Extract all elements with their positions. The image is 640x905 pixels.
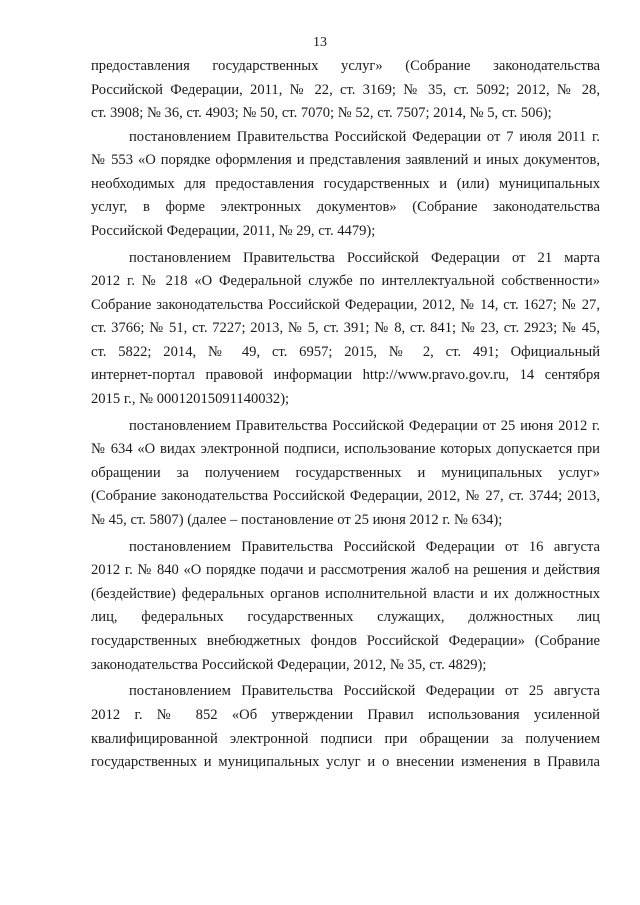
text-line: № 553 «О порядке оформления и представления заявлений и иных документов, <box>91 152 600 169</box>
text-line: 2015 г., № 00012015091140032); <box>91 390 290 407</box>
text-line: ст. 5822; 2014, № 49, ст. 6957; 2015, № 2, ст. 491; Официальный <box>91 343 600 360</box>
text-line: 2012 г. № 218 «О Федеральной службе по интеллектуальной собственности» <box>91 273 600 290</box>
text-line: лиц, федеральных государственных служащих, должностных лиц <box>91 609 600 626</box>
text-line: № 45, ст. 5807) (далее – постановление от 25 июня 2012 г. № 634); <box>91 511 503 528</box>
text-line: постановлением Правительства Российской Федерации от 25 августа <box>129 683 600 700</box>
text-line: предоставления государственных услуг» (Собрание законодательства <box>91 58 600 74</box>
text-line: постановлением Правительства Российской Федерации от 21 марта <box>129 249 600 266</box>
paragraph <box>91 536 600 677</box>
text-line: Российской Федерации, 2011, № 22, ст. 3169; № 35, ст. 5092; 2012, № 28, <box>91 81 600 98</box>
page-number: 13 <box>313 35 327 50</box>
text-line: постановлением Правительства Российской Федерации от 16 августа <box>129 538 600 555</box>
text-line: интернет-портал правовой информации http://www.pravo.gov.ru, 14 сентября <box>91 367 600 384</box>
text-line: Российской Федерации, 2011, № 29, ст. 4479); <box>91 222 376 239</box>
text-line: законодательства Российской Федерации, 2012, № 35, ст. 4829); <box>91 656 487 673</box>
text-line: квалифицированной электронной подписи при обращении за получением <box>91 730 600 747</box>
text-line: № 634 «О видах электронной подписи, использование которых допускается при <box>91 441 600 458</box>
text-line: 2012 г. № 840 «О порядке подачи и рассмотрения жалоб на решения и действия <box>91 562 600 579</box>
document-body <box>91 55 600 775</box>
paragraph <box>91 55 600 126</box>
text-line: государственных и муниципальных услуг и о внесении изменения в Правила <box>91 754 600 771</box>
text-line: 2012 г. № 852 «Об утверждении Правил использования усиленной <box>91 706 600 723</box>
text-line: государственных внебюджетных фондов Российской Федерации» (Собрание <box>91 633 600 650</box>
paragraph <box>91 126 600 244</box>
paragraph <box>91 680 600 774</box>
text-line: ст. 3766; № 51, ст. 7227; 2013, № 5, ст. 391; № 8, ст. 841; № 23, ст. 2923; № 45, <box>91 320 600 337</box>
text-line: постановлением Правительства Российской Федерации от 7 июля 2011 г. <box>129 128 600 145</box>
text-line: (Собрание законодательства Российской Федерации, 2012, № 27, ст. 3744; 2013, <box>91 488 600 505</box>
text-line: услуг, в форме электронных документов» (Собрание законодательства <box>91 199 600 216</box>
text-line: ст. 3908; № 36, ст. 4903; № 50, ст. 7070; № 52, ст. 7507; 2014, № 5, ст. 506); <box>91 105 552 122</box>
text-line: Собрание законодательства Российской Федерации, 2012, № 14, ст. 1627; № 27, <box>91 296 600 313</box>
paragraph <box>91 415 600 533</box>
text-line: обращении за получением государственных и муниципальных услуг» <box>91 464 600 481</box>
text-line: необходимых для предоставления государственных и (или) муниципальных <box>91 175 600 192</box>
text-line: (бездействие) федеральных органов исполнительной власти и их должностных <box>91 585 600 602</box>
text-line: постановлением Правительства Российской Федерации от 25 июня 2012 г. <box>129 417 600 434</box>
paragraph <box>91 247 600 412</box>
